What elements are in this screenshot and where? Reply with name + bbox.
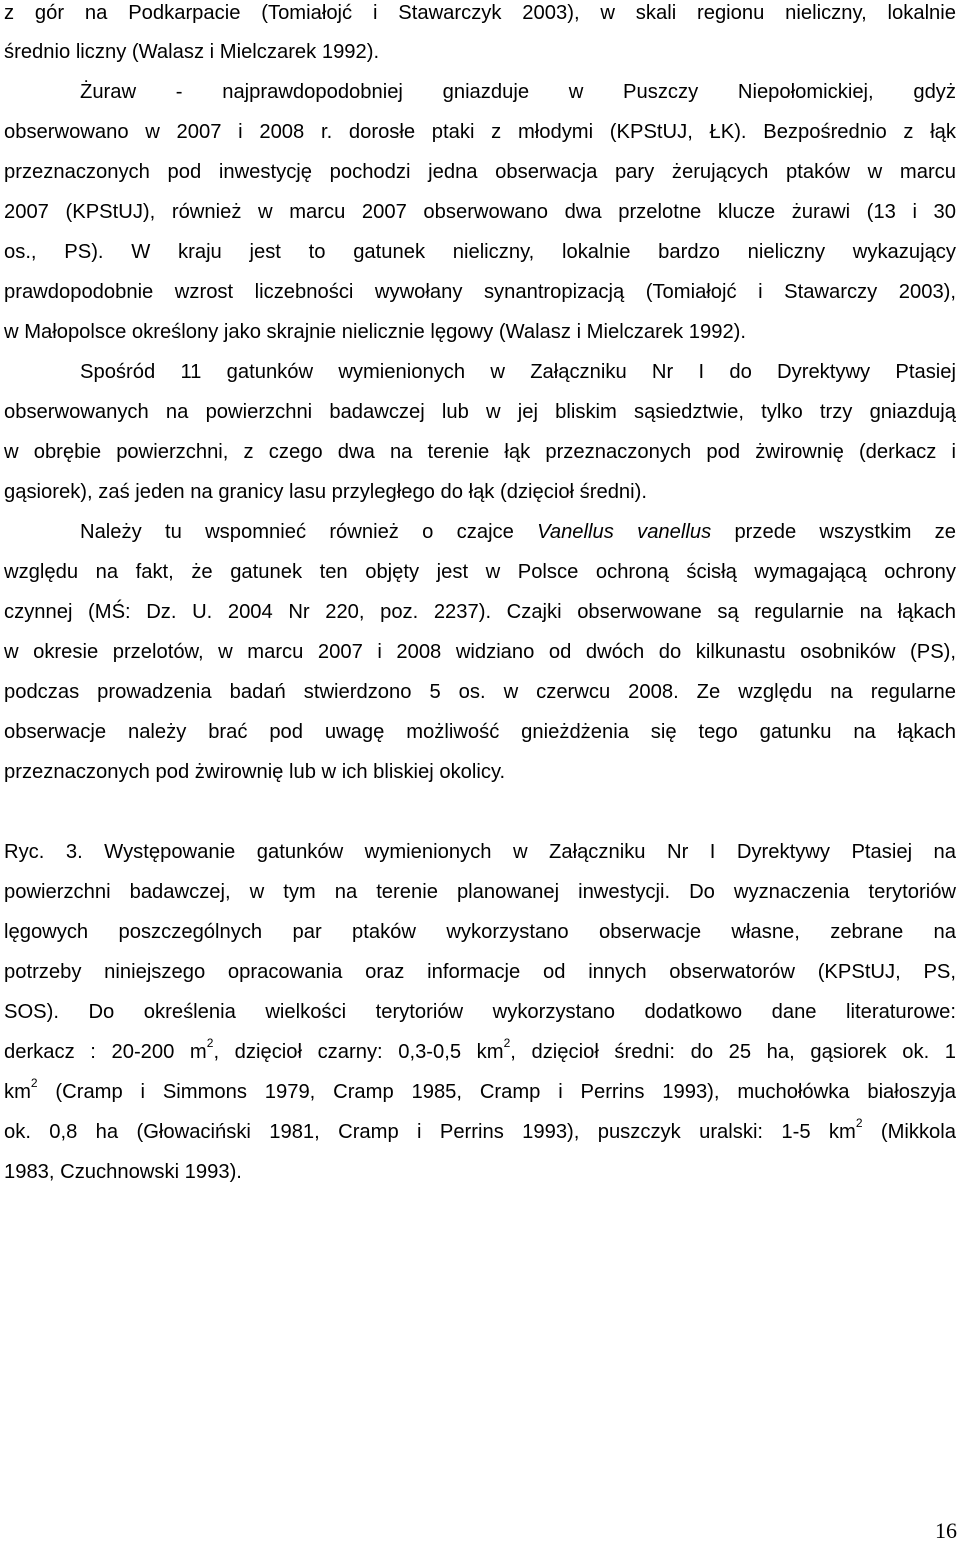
text-line: obserwowano w 2007 i 2008 r. dorosłe ptaki z młodymi (KPStUJ, ŁK). Bezpośrednio z łąk	[4, 121, 956, 143]
text-line: przeznaczonych pod inwestycję pochodzi jedna obserwacja pary żerujących ptaków w marcu	[4, 161, 956, 183]
text-line: os., PS). W kraju jest to gatunek nieliczny, lokalnie bardzo nieliczny wykazujący	[4, 241, 956, 263]
text-line: obserwacje należy brać pod uwagę możliwość gnieżdżenia się tego gatunku na łąkach	[4, 721, 956, 743]
text-line: obserwowanych na powierzchni badawczej lub w jej bliskim sąsiedztwie, tylko trzy gniazdują	[4, 401, 956, 423]
text-line	[4, 1116, 956, 1159]
text-line: w Małopolsce określony jako skrajnie nielicznie lęgowy (Walasz i Mielczarek 1992).	[4, 321, 746, 343]
paragraph-start-line: Spośród 11 gatunków wymienionych w Załączniku Nr I do Dyrektywy Ptasiej	[80, 361, 956, 383]
text-segment: ok. 0,8 ha (Głowaciński 1981, Cramp i Perrins 1993), puszczyk uralski: 1-5 km	[4, 1121, 856, 1143]
paragraph-start-line	[80, 519, 956, 559]
text-line: przeznaczonych pod żwirownię lub w ich bliskiej okolicy.	[4, 761, 506, 783]
figure-caption-line: Ryc. 3. Występowanie gatunków wymienionych w Załączniku Nr I Dyrektywy Ptasiej na	[4, 841, 956, 863]
text-line: prawdopodobnie wzrost liczebności wywołany synantropizacją (Tomiałojć i Stawarczy 2003),	[4, 281, 956, 303]
superscript: 2	[503, 1036, 511, 1051]
paragraph-start-line: Żuraw - najprawdopodobniej gniazduje w Puszczy Niepołomickiej, gdyż	[80, 81, 956, 103]
text-line: w okresie przelotów, w marcu 2007 i 2008 widziano od dwóch do kilkunastu osobników (PS),	[4, 641, 956, 663]
text-line: podczas prowadzenia badań stwierdzono 5 os. w czerwcu 2008. Ze względu na regularne	[4, 681, 956, 703]
text-segment: derkacz : 20-200 m	[4, 1041, 207, 1063]
text-line: 1983, Czuchnowski 1993).	[4, 1161, 242, 1183]
text-line: w obrębie powierzchni, z czego dwa na terenie łąk przeznaczonych pod żwirownię (derkacz i	[4, 441, 956, 463]
text-line	[4, 1036, 956, 1079]
text-segment: (Mikkola	[862, 1121, 956, 1143]
text-segment: , dzięcioł czarny: 0,3-0,5 km	[213, 1041, 504, 1063]
superscript: 2	[206, 1036, 214, 1051]
text-line: powierzchni badawczej, w tym na terenie planowanej inwestycji. Do wyznaczenia terytoriów	[4, 881, 956, 903]
text-line: lęgowych poszczególnych par ptaków wykorzystano obserwacje własne, zebrane na	[4, 921, 956, 943]
text-line: 2007 (KPStUJ), również w marcu 2007 obserwowano dwa przelotne klucze żurawi (13 i 30	[4, 201, 956, 223]
text-line: względu na fakt, że gatunek ten objęty jest w Polsce ochroną ścisłą wymagającą ochrony	[4, 561, 956, 583]
superscript: 2	[855, 1116, 863, 1131]
text-line: z gór na Podkarpacie (Tomiałojć i Stawarczyk 2003), w skali regionu nieliczny, lokalnie	[4, 2, 956, 24]
text-line: średnio liczny (Walasz i Mielczarek 1992).	[4, 41, 380, 63]
superscript: 2	[30, 1076, 38, 1091]
text-segment: (Cramp i Simmons 1979, Cramp 1985, Cramp i Perrins 1993), muchołówka białoszyja	[37, 1081, 956, 1103]
text-line: potrzeby niniejszego opracowania oraz informacje od innych obserwatorów (KPStUJ, PS,	[4, 961, 956, 983]
text-line: czynnej (MŚ: Dz. U. 2004 Nr 220, poz. 2237). Czajki obserwowane są regularnie na łąkach	[4, 601, 956, 623]
text-segment: , dzięcioł średni: do 25 ha, gąsiorek ok. 1	[510, 1041, 956, 1063]
text-segment: km	[4, 1081, 31, 1103]
text-segment: Należy tu wspomnieć również o czajce	[80, 521, 538, 543]
text-line	[4, 1076, 956, 1119]
species-name-italic: Vanellus vanellus	[537, 521, 712, 543]
page-number: 16	[935, 1518, 957, 1543]
text-line: SOS). Do określenia wielkości terytoriów wykorzystano dodatkowo dane literaturowe:	[4, 1001, 956, 1023]
text-segment: przede wszystkim ze	[711, 521, 956, 543]
text-line: gąsiorek), zaś jeden na granicy lasu przyległego do łąk (dzięcioł średni).	[4, 481, 647, 503]
